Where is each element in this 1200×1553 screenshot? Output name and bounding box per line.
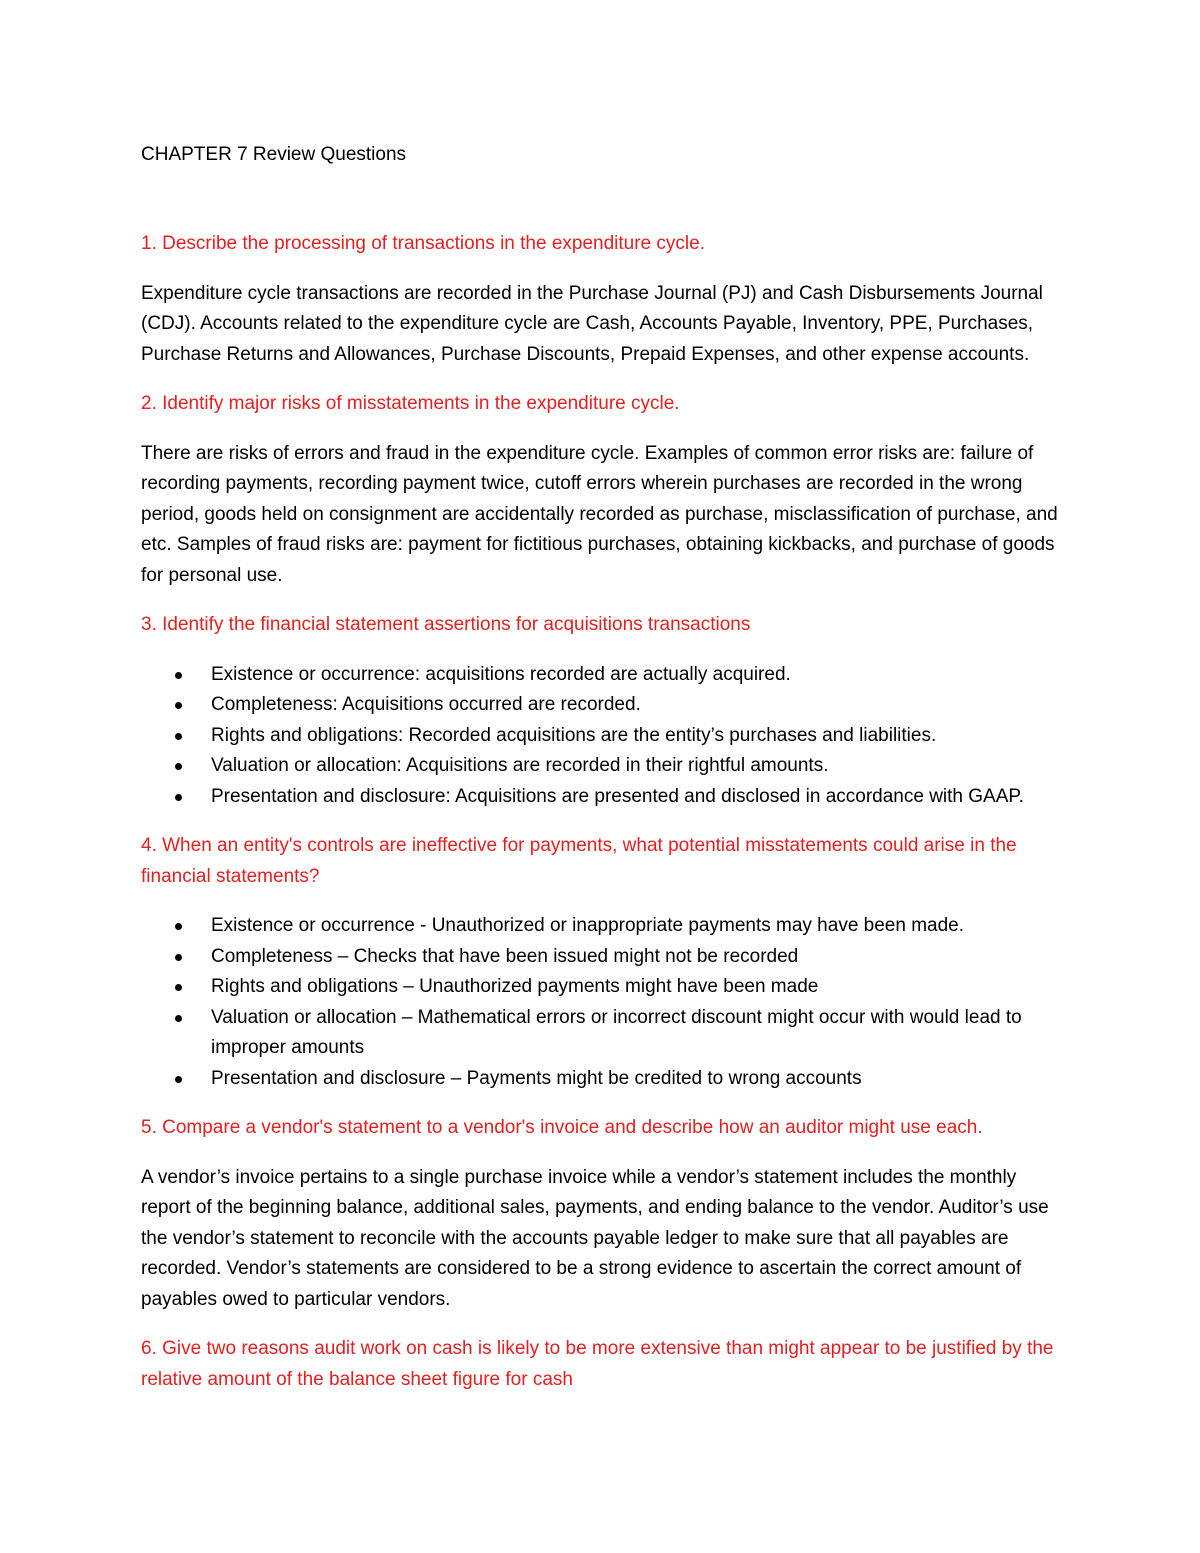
list-item [141, 721, 1071, 752]
question-5: 5. Compare a vendor's statement to a vendor's invoice and describe how an auditor might use each. [141, 1117, 983, 1138]
list-item-text: Valuation or allocation – Mathematical errors or incorrect discount might occur with would lead to improper amounts [211, 1006, 1022, 1058]
list-item [141, 690, 1071, 721]
list-item-text: Completeness – Checks that have been issued might not be recorded [211, 945, 799, 967]
question-4: 4. When an entity's controls are ineffective for payments, what potential misstatements could arise in the financial statements? [141, 835, 1017, 887]
list-item-text: Valuation or allocation: Acquisitions are recorded in their rightful amounts. [211, 755, 829, 776]
bullet-icon [175, 733, 182, 740]
bullet-icon [175, 1076, 182, 1083]
list-item [141, 1064, 1071, 1095]
answer-5: A vendor’s invoice pertains to a single purchase invoice while a vendor’s statement includes the monthly report of the beginning balance, additional sales, payments, and ending balance to the vendor. Auditor’s use the vendor’s statement to reconcile with the accounts payable ledger to make sure that all payables are recorded. Vendor’s statements are considered to be a strong evidence to ascertain the correct amount of payables owed to particular vendors. [141, 1166, 1049, 1310]
bullet-icon [175, 672, 182, 679]
list-item-text: Rights and obligations: Recorded acquisitions are the entity’s purchases and liabilities. [211, 724, 937, 746]
question-3: 3. Identify the financial statement assertions for acquisitions transactions [141, 614, 751, 635]
list-item-text: Presentation and disclosure: Acquisitions are presented and disclosed in accordance with GAAP. [211, 785, 1024, 807]
bullet-icon [175, 984, 182, 991]
list-item [141, 911, 1071, 942]
bullet-icon [175, 763, 182, 770]
list-item [141, 660, 1071, 691]
bullet-icon [175, 794, 182, 801]
list-item [141, 942, 1071, 973]
bullet-icon [175, 1015, 182, 1022]
list-item [141, 1003, 1071, 1064]
list-item [141, 972, 1071, 1003]
list-item-text: Completeness: Acquisitions occurred are recorded. [211, 694, 641, 715]
question-1: 1. Describe the processing of transactions in the expenditure cycle. [141, 233, 705, 254]
bullet-icon [175, 702, 182, 709]
answer-2: There are risks of errors and fraud in the expenditure cycle. Examples of common error risks are: failure of recording payments, recording payment twice, cutoff errors wherein purchases are recorded in the wrong period, goods held on consignment are accidentally recorded as purchase, misclassification of purchase, and etc. Samples of fraud risks are: payment for fictitious purchases, obtaining kickbacks, and purchase of goods for personal use. [141, 442, 1058, 586]
assertions-list [141, 660, 1071, 813]
misstatements-list [141, 911, 1071, 1094]
list-item [141, 782, 1071, 813]
list-item-text: Presentation and disclosure – Payments might be credited to wrong accounts [211, 1067, 862, 1089]
question-6: 6. Give two reasons audit work on cash is likely to be more extensive than might appear to be justified by the relative amount of the balance sheet figure for cash [141, 1338, 1054, 1390]
question-2: 2. Identify major risks of misstatements in the expenditure cycle. [141, 393, 680, 414]
list-item-text: Existence or occurrence: acquisitions recorded are actually acquired. [211, 663, 791, 685]
bullet-icon [175, 923, 182, 930]
list-item-text: Existence or occurrence - Unauthorized or inappropriate payments may have been made. [211, 915, 965, 936]
bullet-icon [175, 954, 182, 961]
list-item [141, 751, 1071, 782]
document-title: CHAPTER 7 Review Questions [141, 144, 407, 165]
list-item-text: Rights and obligations – Unauthorized payments might have been made [211, 976, 819, 997]
document-page [141, 140, 1071, 1395]
answer-1: Expenditure cycle transactions are recorded in the Purchase Journal (PJ) and Cash Disbursements Journal (CDJ). Accounts related to the expenditure cycle are Cash, Accounts Payable, Inventory, PPE, Purchases, Purchase Returns and Allowances, Purchase Discounts, Prepaid Expenses, and other expense accounts. [141, 282, 1043, 365]
